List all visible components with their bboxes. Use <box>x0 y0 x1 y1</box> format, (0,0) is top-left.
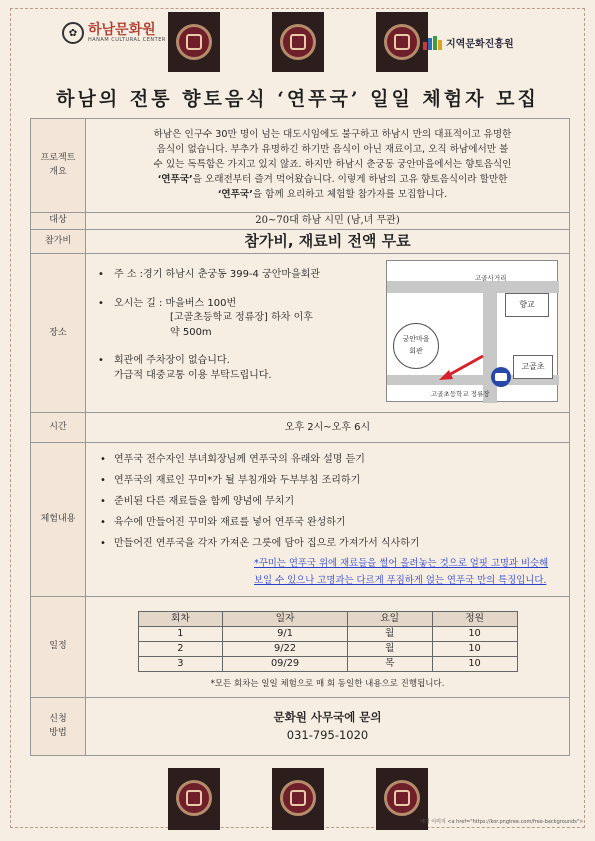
label-experience: 체험내용 <box>31 443 86 597</box>
pattern-stripe <box>376 12 428 72</box>
emblem-icon: ✿ <box>62 22 84 44</box>
pattern-stripe <box>168 12 220 72</box>
project-overview: 하남은 인구수 30만 명이 넘는 대도시임에도 불구하고 하남시 만의 대표적이고 유명한 음식이 없습니다. 부추가 유명하긴 하기만 음식이 아닌 재료이고, 오직 하남에서만 볼 수 있는 독특함은 가지고 있지 않죠. 하지만 하남시 춘궁동 궁안마을에서는 향토음식인 ‘연푸국’을 오래전부터 즐겨 먹어왔습니다. 이렇게 하남의 고유 향토음식이라 할만한 ‘연푸국’을 함께 요리하고 체험할 참가자를 모집합니다. <box>86 119 570 213</box>
address: • 주 소 :경기 하남시 춘궁동 399-4 궁안마을회관 <box>98 268 320 283</box>
label-project: 프로젝트 개요 <box>31 119 86 213</box>
list-item: • 연푸국 전수자인 부녀회장님께 연푸국의 유래와 설명 듣기 <box>100 449 569 470</box>
label-apply: 신청 방법 <box>31 698 86 756</box>
parking-notice: • 회관에 주차장이 없습니다. 가급적 대중교통 이용 부탁드립니다. <box>98 354 320 383</box>
pattern-stripe <box>272 768 324 830</box>
map-label: 고골초등학교 정류장 <box>431 390 490 399</box>
schedule-cell <box>86 597 570 698</box>
hanam-cultural-center-logo <box>62 22 166 44</box>
list-item: • 준비된 다른 재료들을 함께 양념에 무치기 <box>100 491 569 512</box>
logo-name: 지역문화진흥원 <box>446 39 514 50</box>
column-header: 정원 <box>432 612 517 627</box>
list-item: • 연푸국의 재료인 꾸미*가 될 부침개와 두부부침 조리하기 <box>100 470 569 491</box>
route: • 오시는 길 : 마을버스 100번 [고골초등학교 정류장] 하차 이후 약 500m <box>98 297 320 341</box>
place-cell <box>86 254 570 413</box>
list-item: • 만들어진 연푸국을 각자 가져온 그릇에 담아 집으로 가져가서 식사하기 <box>100 533 569 554</box>
pattern-stripe <box>168 768 220 830</box>
experience-content <box>86 443 570 597</box>
fee-value: 참가비, 재료비 전액 무료 <box>86 230 570 254</box>
map-school: 고골초 <box>513 355 553 379</box>
target-value: 20~70대 하남 시민 (남,녀 무관) <box>86 213 570 230</box>
info-table <box>30 118 570 756</box>
column-header: 요일 <box>347 612 432 627</box>
page-title: 하남의 전통 향토음식 ‘연푸국’ 일일 체험자 모집 <box>56 88 539 110</box>
background-credit: 배경 이미지 <a href="https://kor.pngtree.com/free-backgrounds"> <box>420 819 584 825</box>
column-header: 일자 <box>223 612 347 627</box>
pattern-stripe <box>272 12 324 72</box>
bars-icon <box>423 36 442 50</box>
map-school: 향교 <box>505 293 549 317</box>
map-village-hall: 궁안마을 회관 <box>393 323 439 369</box>
location-map <box>386 260 558 402</box>
schedule-table <box>138 611 518 672</box>
place-content <box>86 254 569 412</box>
label-target: 대상 <box>31 213 86 230</box>
label-schedule: 일정 <box>31 597 86 698</box>
label-time: 시간 <box>31 413 86 443</box>
label-place: 장소 <box>31 254 86 413</box>
table-row: 2 9/22 월 10 <box>138 642 517 657</box>
regional-culture-logo <box>423 35 514 50</box>
column-header: 회차 <box>138 612 223 627</box>
table-row: 1 9/1 월 10 <box>138 627 517 642</box>
logo-name: 하남문화원 <box>88 22 156 38</box>
garnish-note: *꾸미는 연푸국 위에 재료들을 썰어 올려놓는 것으로 얼핏 고명과 비슷해 보일 수 있으나 고명과는 다르게 푸짐하게 얹는 연푸국 만의 특징입니다. <box>254 558 549 587</box>
time-value: 오후 2시~오후 6시 <box>86 413 570 443</box>
route-arrow <box>387 261 559 403</box>
apply-content: 문화원 사무국에 문의 031-795-1020 <box>86 698 570 756</box>
label-fee: 참가비 <box>31 230 86 254</box>
schedule-note: *모든 회차는 일일 체험으로 매 회 동일한 내용으로 진행됩니다. <box>210 679 445 690</box>
logo-sub: HANAM CULTURAL CENTER <box>88 37 166 43</box>
list-item: • 육수에 만들어진 꾸미와 재료를 넣어 연푸국 완성하기 <box>100 512 569 533</box>
map-label: 고골사거리 <box>475 274 507 283</box>
table-row: 3 09/29 목 10 <box>138 657 517 672</box>
